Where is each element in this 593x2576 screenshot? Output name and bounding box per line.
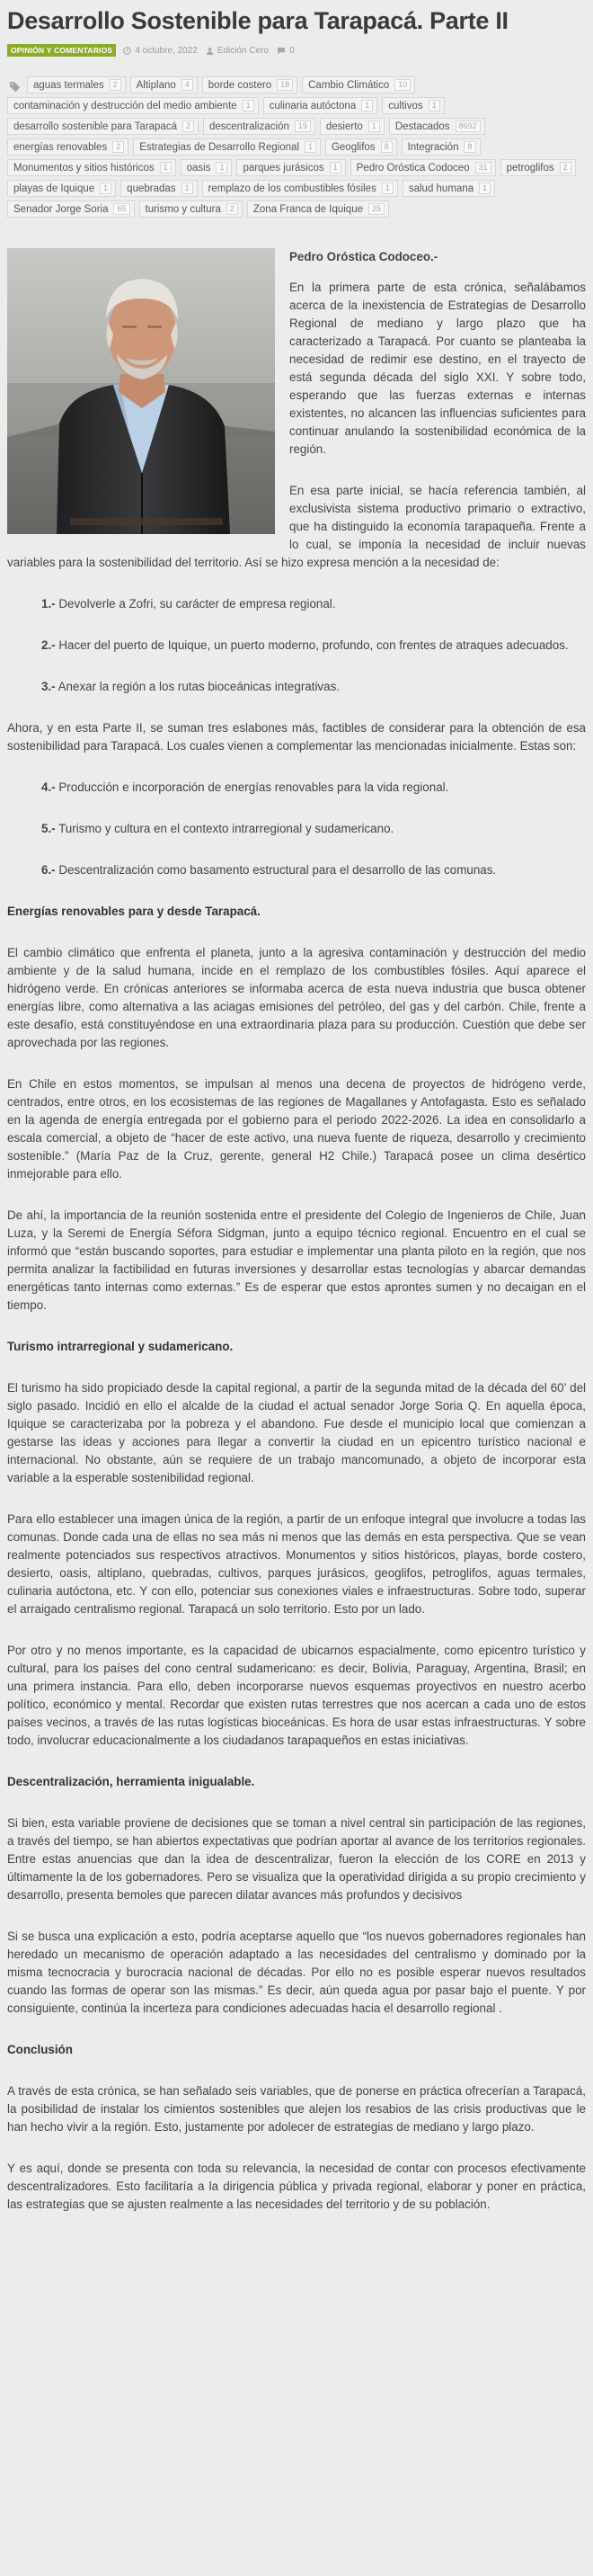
tag-link[interactable]: energías renovables 2 — [7, 138, 128, 156]
body-paragraph: Para ello establecer una imagen única de la región, a partir de un enfoque integral que involucre a todas las comunas. Donde cada una de ellas no sea más ni menos que las demás en esta perspectiva. Que se vean realmente potenciados sus respectivos atractivos. Monumentos y sitios históricos, playas, borde costero, desierto, oasis, altiplano, quebradas, cultivos, parques jurásicos, geoglifos, petroglifos, aguas termales, culinaria autóctona, etc. Y con ello, potenciar sus conexiones viales e infraestructuras. Sobre todo, superar el arraigado centralismo regional. Tarapacá un solo territorio. Esto por un lado. — [7, 1512, 586, 1616]
tag-count: 25 — [368, 203, 385, 215]
tag-count: 10 — [394, 79, 411, 91]
tag-link[interactable]: aguas termales 2 — [27, 76, 126, 94]
tag-link[interactable]: Altiplano 4 — [130, 76, 198, 94]
article-date: 4 octubre, 2022 — [135, 45, 198, 56]
section-heading: Energías renovables para y desde Tarapacá. — [7, 905, 261, 918]
list-text: Descentralización como basamento estructural para el desarrollo de las comunas. — [55, 863, 497, 877]
tag-count: 8 — [464, 141, 475, 153]
tag-link[interactable]: Estrategias de Desarrollo Regional 1 — [133, 138, 321, 156]
tag-link[interactable]: culinaria autóctona 1 — [263, 97, 378, 114]
tag-count: 1 — [181, 183, 193, 194]
tag-link[interactable]: quebradas 1 — [120, 180, 197, 197]
tag-count: 8 — [381, 141, 393, 153]
body-paragraph: Si se busca una explicación a esto, podría aceptarse aquello que “los nuevos gobernadores regionales han heredado un mecanismo de operación adaptado a las necesidades del centralismo y dominado por la misma tecnocracia y burocracia nacional de décadas. Por ello no es posible esperar nuevos resultados cuando las formas de operar son las mismas.” Es decir, aún queda agua por pasar bajo el puente. Y por consiguiente, continúa la incerteza para condiciones adecuadas hacia el desarrollo regional . — [7, 1930, 586, 2015]
tag-count: 2 — [560, 162, 571, 174]
comments-meta[interactable] — [277, 46, 295, 56]
tag-link[interactable]: Pedro Oróstica Codoceo 31 — [350, 159, 496, 176]
tag-link[interactable]: Destacados 8692 — [389, 118, 485, 135]
clock-icon — [123, 47, 131, 55]
body-paragraph: De ahí, la importancia de la reunión sostenida entre el presidente del Colegio de Ingenieros de Chile, Juan Luza, y la Seremi de Energía Séfora Sidgman, junto a equipo técnico regional. Encuentro en el cual se informó que “están buscando soportes, para estudiar e implementar una planta piloto en la región, que nos permita analizar la factibilidad en futuras inversiones y desarrollar estas tecnologías y abarcar demandas energéticas tanto internas como externas.” Es de esperar que estos aprontes sumen y no decaigan en el tiempo. — [7, 1208, 586, 1312]
tag-link[interactable]: desarrollo sostenible para Tarapacá 2 — [7, 118, 199, 135]
tag-link[interactable]: Geoglifos 8 — [325, 138, 397, 156]
tag-count: 1 — [160, 162, 172, 174]
list-number: 1.- — [41, 597, 56, 611]
body-paragraph: El turismo ha sido propiciado desde la capital regional, a partir de la segunda mitad de la década del 60’ del siglo pasado. Incidió en ello el alcalde de la ciudad el actual senador Jorge Soria Q. En aquella época, Iquique se caracterizaba por la pobreza y el abandono. Fue desde el municipio local que comienzan a gestarse las ideas y acciones para llegar a convertir la ciudad en un epicentro turístico nacional e internacional. No obstante, aún se requiere de un trabajo mancomunado, a objeto de incorporar esta variable a la esperable sostenibilidad regional. — [7, 1381, 586, 1484]
section-heading: Conclusión — [7, 2043, 73, 2056]
comment-count[interactable]: 0 — [289, 45, 295, 56]
tag-link[interactable]: salud humana 1 — [403, 180, 495, 197]
list-item — [41, 779, 586, 797]
user-icon — [206, 47, 214, 55]
tag-count: 65 — [113, 203, 129, 215]
list-text: Devolverle a Zofri, su carácter de empresa regional. — [55, 597, 336, 611]
tag-link[interactable]: Zona Franca de Iquique 25 — [247, 201, 389, 218]
body-paragraph: Y es aquí, donde se presenta con toda su relevancia, la necesidad de contar con procesos efectivamente descentralizadores. Esto facilitaría a la dirigencia pública y privada regional, elaborar y poner en práctica, las estrategias que se ajusten realmente a las necesidades del territorio y de su población. — [7, 2162, 586, 2211]
tag-count: 2 — [226, 203, 238, 215]
list-number: 6.- — [41, 863, 56, 877]
tag-link[interactable]: remplazo de los combustibles fósiles 1 — [202, 180, 398, 197]
list-number: 5.- — [41, 822, 56, 835]
body-paragraph: En esa parte inicial, se hacía referencia también, al exclusivista sistema productivo primario o extractivo, que ha distinguido la economía tarapaqueña. Frente a lo cual, se imponía la necesidad de incluir nuevas variables para la sostenibilidad del territorio. Así se hizo expresa mención a la necesidad de: — [7, 484, 586, 569]
body-paragraph: Ahora, y en esta Parte II, se suman tres eslabones más, factibles de considerar para la obtención de esa sostenibilidad para Tarapacá. Los cuales vienen a complementar las mencionadas inicialmente. Estas son: — [7, 721, 586, 753]
tag-count: 1 — [305, 141, 316, 153]
list-text: Producción e incorporación de energías renovables para la vida regional. — [55, 780, 449, 794]
tag-count: 8692 — [456, 120, 481, 132]
tag-count: 19 — [295, 120, 311, 132]
comment-icon — [277, 47, 286, 55]
tag-list — [7, 76, 586, 221]
list-number: 3.- — [41, 680, 56, 693]
tag-link[interactable]: turismo y cultura 2 — [139, 201, 243, 218]
author-meta[interactable] — [206, 46, 269, 56]
tag-count: 1 — [368, 120, 380, 132]
tag-link[interactable]: petroglifos 2 — [500, 159, 576, 176]
list-number: 4.- — [41, 780, 56, 794]
article-edition[interactable]: Edición Cero — [217, 45, 270, 56]
tag-count: 18 — [277, 79, 293, 91]
article-author: Pedro Oróstica Codoceo.- — [289, 250, 438, 263]
list-item — [41, 595, 586, 613]
tag-count: 1 — [361, 100, 373, 111]
list-text: Hacer del puerto de Iquique, un puerto moderno, profundo, con frentes de atraques adecuados. — [55, 638, 569, 652]
tag-count: 1 — [216, 162, 227, 174]
body-paragraph: En la primera parte de esta crónica, señalábamos acerca de la inexistencia de Estrategias de Desarrollo Regional de mediano y largo plazo que ha caracterizado a Tarapacá. Por cuanto se planteaba la necesidad de redimir ese destino, en el trayecto de está segunda década del siglo XXI. Y sobre todo, esperando que las fuerzas externas e internas existentes, no alcancen las influencias suficientes para continuar anulando la sostenibilidad económica de la región. — [289, 281, 586, 456]
tag-count: 1 — [479, 183, 491, 194]
tag-link[interactable]: parques jurásicos 1 — [236, 159, 345, 176]
article-title: Desarrollo Sostenible para Tarapacá. Parte II — [7, 7, 509, 34]
date-meta — [123, 46, 198, 56]
section-heading: Descentralización, herramienta inigualable. — [7, 1775, 255, 1788]
body-paragraph: A través de esta crónica, se han señalado seis variables, que de ponerse en práctica ofrecerían a Tarapacá, la posibilidad de instalar los cimientos sostenibles que alejen los resabios de las crisis productivas que le han hecho vivir a la región. Esto, justamente por adolecer de estrategias de mediano y largo plazo. — [7, 2084, 586, 2134]
tag-link[interactable]: cultivos 1 — [382, 97, 444, 114]
list-number: 2.- — [41, 638, 56, 652]
tag-count: 2 — [182, 120, 194, 132]
tag-link[interactable]: borde costero 18 — [202, 76, 297, 94]
tag-count: 4 — [181, 79, 193, 91]
author-photo — [7, 248, 275, 534]
tag-count: 1 — [100, 183, 111, 194]
tag-link[interactable]: Integración 8 — [402, 138, 481, 156]
list-text: Turismo y cultura en el contexto intrarregional y sudamericano. — [55, 822, 394, 835]
tag-count: 2 — [112, 141, 124, 153]
article-meta — [7, 44, 586, 57]
tag-link[interactable]: contaminación y destrucción del medio ambiente 1 — [7, 97, 259, 114]
list-item — [41, 861, 586, 879]
tag-link[interactable]: Monumentos y sitios históricos 1 — [7, 159, 176, 176]
tag-link[interactable]: oasis 1 — [181, 159, 233, 176]
tag-link[interactable]: Cambio Climático 10 — [302, 76, 415, 94]
list-item — [41, 637, 586, 655]
tag-count: 1 — [243, 100, 254, 111]
category-badge[interactable]: OPINIÓN Y COMENTARIOS — [7, 44, 116, 57]
tag-link[interactable]: descentralización 19 — [203, 118, 315, 135]
body-paragraph: El cambio climático que enfrenta el planeta, junto a la agresiva contaminación y destrucción del medio ambiente y de la salud humana, incide en el remplazo de los combustibles fósiles. Aquí aparece el hidrógeno verde. En crónicas anteriores se informaba acerca de esta nueva industria que busca obtener energías libre, como alternativa a las aciagas emisiones del petróleo, del gas y del carbón. Chile, frente a este desafío, está constituyéndose en una extraordinaria plaza para su producción. Cuestión que debe ser aprovechada por las regiones. — [7, 946, 586, 1049]
tags-icon — [7, 78, 23, 94]
list-item — [41, 678, 586, 696]
tag-count: 1 — [330, 162, 341, 174]
body-paragraph: Si bien, esta variable proviene de decisiones que se toman a nivel central sin participación de las regiones, a través del tiempo, se han abiertos expectativas que podrían aportar al avance de los territorios regionales. Entre estas anuencias que dan la idea de descentralizar, fueron la elección de los CORE en 2013 y últimamente la de los gobernadores. Pero se visualiza que la operatividad dirigida a su propio crecimiento y desarrollo, presenta bemoles que parecen dilatar avances más profundos y decisivos — [7, 1816, 586, 1902]
tag-link[interactable]: playas de Iquique 1 — [7, 180, 116, 197]
tag-count: 31 — [475, 162, 491, 174]
tag-count: 2 — [110, 79, 121, 91]
body-paragraph: Por otro y no menos importante, es la capacidad de ubicarnos espacialmente, como epicentro turístico y cultural, para los países del cono central sudamericano: es decir, Bolivia, Paraguay, Argentina, Brasil; en una primera instancia. Para ello, deben incorporarse nuevos esquemas proyectivos en nuestro acerbo político, económico y mental. Recordar que existen rutas terrestres que nos acercan a cada uno de estos países vecinos, a través de las rutas logísticas bioceánicas. Es hora de usar estas infraestructuras. Y sobre todo, involucrar educacionalmente a los ciudadanos tarapaqueños en estas iniciativas. — [7, 1644, 586, 1747]
section-heading: Turismo intrarregional y sudamericano. — [7, 1340, 234, 1353]
list-item — [41, 820, 586, 838]
tag-count: 1 — [382, 183, 394, 194]
article-body — [7, 248, 586, 2214]
list-text: Anexar la región a los rutas bioceánicas integrativas. — [55, 680, 340, 693]
tag-link[interactable]: desierto 1 — [320, 118, 385, 135]
body-paragraph: En Chile en estos momentos, se impulsan al menos una decena de proyectos de hidrógeno verde, centrados, entre otros, en los ecosistemas de las regiones de Magallanes y Antofagasta. Esto es señalado en la agenda de energía entregada por el gobierno para el periodo 2022-2026. La idea en consolidarlo a escala comercial, a objeto de “hacer de este activo, una nueva fuente de riqueza, desarrollo y crecimiento sostenible.” (María Paz de la Cruz, gerente, general H2 Chile.) Tarapacá posee un clima desértico inmejorable para ello. — [7, 1077, 586, 1181]
tag-count: 1 — [429, 100, 440, 111]
tag-link[interactable]: Senador Jorge Soria 65 — [7, 201, 135, 218]
